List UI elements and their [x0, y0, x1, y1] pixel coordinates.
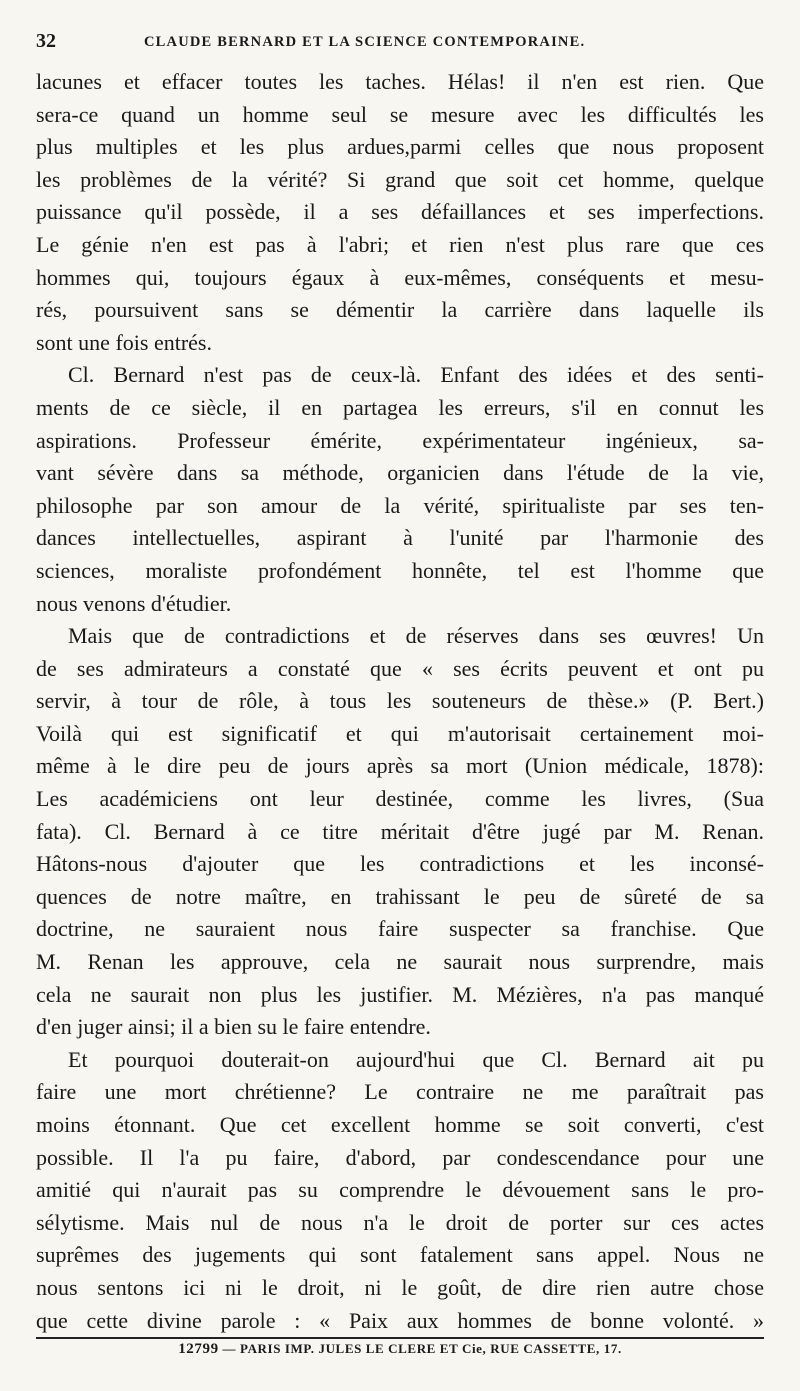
text-line: Voilà qui est significatif et qui m'autorisait certainement moi- [36, 720, 764, 746]
text-line: hommes qui, toujours égaux à eux-mêmes, conséquents et mesu- [36, 264, 764, 290]
text-line: sciences, moraliste profondément honnête, tel est l'homme que [36, 557, 764, 583]
text-line: amitié qui n'aurait pas su comprendre le dévouement sans le pro- [36, 1177, 764, 1203]
page-header [36, 30, 764, 58]
text-line: M. Renan les approuve, cela ne saurait nous surprendre, mais [36, 949, 764, 975]
body-text [36, 66, 764, 1337]
printer-imprint: — PARIS IMP. JULES LE CLERE ET Cie, RUE CASSETTE, 17. [222, 1341, 622, 1356]
text-line: plus multiples et les plus ardues,parmi celles que nous proposent [36, 134, 764, 160]
text-line: doctrine, ne sauraient nous faire suspecter sa franchise. Que [36, 916, 764, 942]
text-line: sont une fois entrés. [36, 329, 212, 355]
page-footer [0, 1341, 800, 1358]
text-line: Cl. Bernard n'est pas de ceux-là. Enfant des idées et des senti- [68, 362, 764, 388]
text-line: lacunes et effacer toutes les taches. Hélas! il n'en est rien. Que [36, 69, 764, 94]
text-line: de ses admirateurs a constaté que « ses écrits peuvent et ont pu [36, 655, 764, 681]
text-line: servir, à tour de rôle, à tous les souteneurs de thèse.» (P. Bert.) [36, 688, 764, 714]
text-line: Hâtons-nous d'ajouter que les contradictions et les inconsé- [36, 851, 764, 877]
text-line: d'en juger ainsi; il a bien su le faire entendre. [36, 1014, 431, 1040]
text-line: vant sévère dans sa méthode, organicien dans l'étude de la vie, [36, 460, 764, 486]
running-title: CLAUDE BERNARD ET LA SCIENCE CONTEMPORAINE. [144, 34, 586, 50]
text-line: sélytisme. Mais nul de nous n'a le droit de porter sur ces actes [36, 1209, 764, 1235]
text-line: quences de notre maître, en trahissant le peu de sûreté de sa [36, 883, 764, 909]
text-line: rés, poursuivent sans se démentir la carrière dans laquelle ils [36, 297, 764, 323]
text-line: fata). Cl. Bernard à ce titre méritait d'être jugé par M. Renan. [36, 818, 764, 844]
text-line: Et pourquoi douterait-on aujourd'hui que Cl. Bernard ait pu [68, 1046, 764, 1072]
text-line: les problèmes de la vérité? Si grand que soit cet homme, quelque [36, 166, 764, 192]
footer-rule [36, 1337, 764, 1339]
text-line: philosophe par son amour de la vérité, spiritualiste par ses ten- [36, 492, 764, 518]
text-line: même à le dire peu de jours après sa mort (Union médicale, 1878): [36, 753, 764, 779]
text-line: Mais que de contradictions et de réserves dans ses œuvres! Un [68, 623, 764, 649]
print-number: 12799 [178, 1341, 219, 1357]
text-line: sera-ce quand un homme seul se mesure avec les difficultés les [36, 101, 764, 127]
text-line: faire une mort chrétienne? Le contraire ne me paraîtrait pas [36, 1079, 764, 1105]
text-line: Les académiciens ont leur destinée, comme les livres, (Sua [36, 786, 764, 812]
text-line: possible. Il l'a pu faire, d'abord, par condescendance pour une [36, 1144, 764, 1170]
text-line: Le génie n'en est pas à l'abri; et rien n'est plus rare que ces [36, 231, 764, 257]
text-line: nous venons d'étudier. [36, 590, 232, 616]
text-line: ments de ce siècle, il en partagea les erreurs, s'il en connut les [36, 394, 764, 420]
text-line: suprêmes des jugements qui sont fatalement sans appel. Nous ne [36, 1242, 764, 1268]
text-line: puissance qu'il possède, il a ses défaillances et ses imperfections. [36, 199, 764, 225]
text-line: dances intellectuelles, aspirant à l'unité par l'harmonie des [36, 525, 764, 551]
text-line: que cette divine parole : « Paix aux hommes de bonne volonté. » [36, 1307, 764, 1333]
text-line: moins étonnant. Que cet excellent homme se soit converti, c'est [36, 1112, 764, 1137]
text-line: cela ne saurait non plus les justifier. M. Mézières, n'a pas manqué [36, 981, 764, 1007]
text-line: nous sentons ici ni le droit, ni le goût, de dire rien autre chose [36, 1274, 764, 1300]
text-line: aspirations. Professeur émérite, expérimentateur ingénieux, sa- [36, 427, 764, 453]
page-number: 32 [36, 30, 56, 52]
